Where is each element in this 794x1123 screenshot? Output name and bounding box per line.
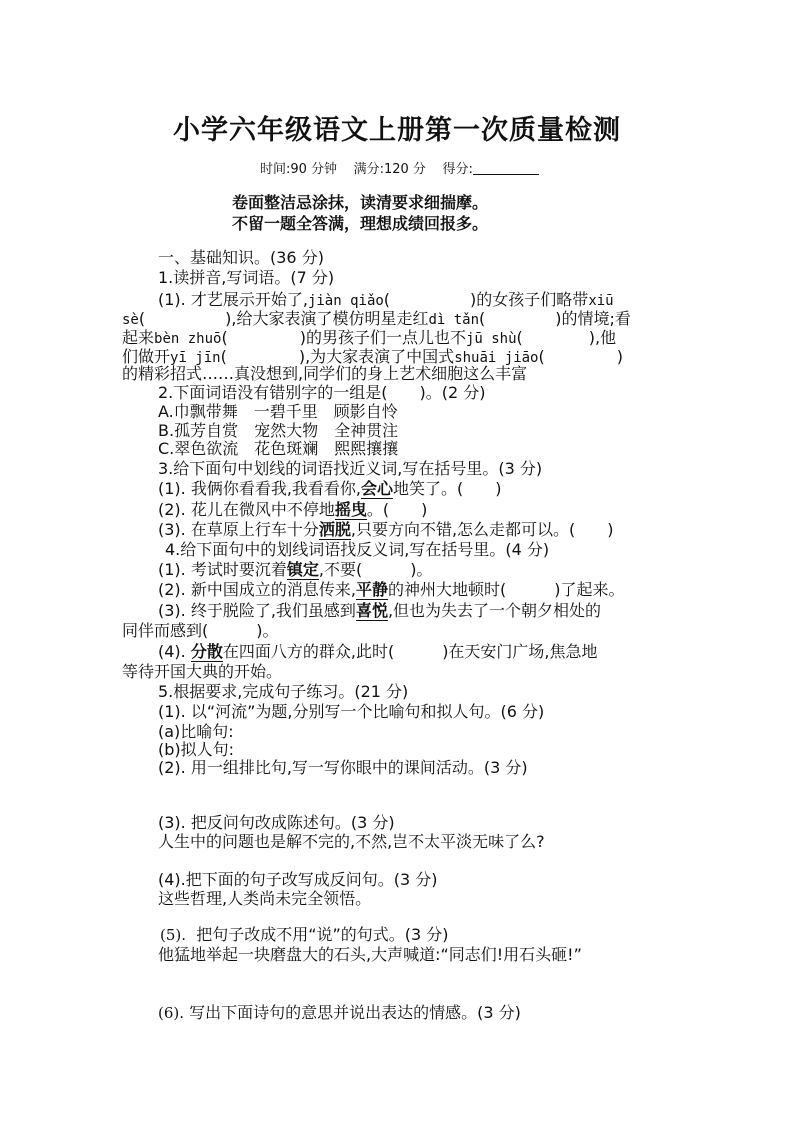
underlined-word: 会心 — [361, 479, 394, 498]
q4-text: ,不要( )。 — [318, 560, 433, 579]
pinyin: xiū — [588, 293, 614, 309]
underlined-word: 喜悦 — [355, 601, 388, 620]
q5-part-4-sentence: 这些哲理,人类尚未完全领悟。 — [158, 889, 372, 908]
q1-text: (1). 才艺展示开始了, — [158, 290, 308, 309]
q1-line-4: 们做开yī jīn( ),为大家表演了中国式shuāi jiāo( ) — [122, 347, 623, 366]
score-blank[interactable] — [473, 162, 539, 175]
q3-text: ,只要方向不错,怎么走都可以。( ) — [350, 520, 614, 539]
q4-text: (4). — [158, 642, 191, 661]
q5-part-5-text: 把句子改成不用“说”的句式。(3 分) — [196, 925, 449, 944]
pinyin: jū shù — [465, 331, 517, 347]
q5-part-5-number: (5). — [160, 926, 187, 944]
q3-text: (2). 花儿在微风中不停地 — [158, 500, 335, 519]
motto-line-2: 不留一题全答满，理想成绩回报多。 — [232, 214, 489, 233]
pinyin: jiàn qiǎo — [307, 293, 384, 309]
q2-option-a: A.巾飘带舞 一碧千里 顾影自怜 — [158, 402, 398, 421]
q5-part-1a: (a)比喻句: — [158, 722, 234, 741]
q5-part-1: (1). 以“河流”为题,分别写一个比喻句和拟人句。(6 分) — [158, 702, 545, 721]
q1-text: ,为大家表演了中国式 — [305, 347, 455, 366]
q4-text: (3). 终于脱险了,我们虽感到 — [158, 601, 356, 620]
underlined-word: 镇定 — [286, 560, 319, 579]
time-limit: 时间:90 分钟 — [260, 162, 338, 177]
q1-line-1: (1). 才艺展示开始了,jiàn qiǎo( )的女孩子们略带xiū — [158, 290, 614, 309]
q3-text: (3). 在草原上行车十分 — [158, 520, 319, 539]
q3-text: 地笑了。( ) — [393, 479, 502, 498]
page-title: 小学六年级语文上册第一次质量检测 — [173, 115, 621, 146]
q5-part-1b: (b)拟人句: — [158, 740, 235, 759]
q1-text: 起来 — [122, 328, 155, 347]
pinyin: shuāi jiāo — [454, 350, 539, 366]
q4-item-3-cont: 同伴而感到( )。 — [122, 621, 279, 640]
q4-stem: 4.给下面句中的划线词语找反义词,写在括号里。(4 分) — [165, 540, 550, 559]
q3-stem: 3.给下面句中划线的词语找近义词,写在括号里。(3 分) — [158, 459, 543, 478]
underlined-word: 平静 — [355, 580, 388, 599]
motto-line-1: 卷面整洁忌涂抹，读清要求细揣摩。 — [232, 193, 489, 212]
exam-info — [260, 158, 539, 177]
q4-text: 在四面八方的群众,此时( )在天安门广场,焦急地 — [222, 642, 598, 661]
q5-part-5-sentence: 他猛地举起一块磨盘大的石头,大声喊道:“同志们!用石头砸!” — [158, 945, 582, 964]
q3-text: 。( ) — [366, 500, 428, 519]
pinyin: sè — [122, 312, 139, 328]
q4-text: (1). 考试时要沉着 — [158, 560, 287, 579]
q5-part-3: (3). 把反问句改成陈述句。(3 分) — [158, 813, 395, 832]
q4-text: (2). 新中国成立的消息传来, — [158, 580, 356, 599]
q1-stem: 1.读拼音,写词语。(7 分) — [158, 268, 335, 287]
q2-option-c: C.翠色欲流 花色斑斓 熙熙攘攘 — [158, 439, 399, 458]
q4-item-4-cont: 等待开国大典的开始。 — [122, 662, 283, 681]
q1-line-5: 的精彩招式……真没想到,同学们的身上艺术细胞这么丰富 — [122, 364, 528, 383]
q3-item-1 — [158, 476, 502, 499]
underlined-word: 分散 — [190, 642, 223, 661]
q2-option-b: B.孤芳自赏 宠然大物 全神贯注 — [158, 421, 399, 440]
underlined-word: 洒脱 — [318, 520, 351, 539]
q1-text: 的男孩子们一点儿也不 — [305, 328, 466, 347]
q5-part-4: (4).把下面的句子改写成反问句。(3 分) — [158, 870, 438, 889]
q1-text: 的女孩子们略带 — [476, 290, 589, 309]
underlined-word: 摇曳 — [334, 500, 367, 519]
q1-text: 的情境;看 — [561, 309, 631, 328]
q1-text: ,他 — [595, 328, 617, 347]
section-heading: 一、基础知识。(36 分) — [158, 248, 324, 267]
q3-text: (1). 我俩你看看我,我看看你, — [158, 479, 362, 498]
q5-part-6 — [158, 1000, 521, 1023]
score-label: 得分: — [442, 162, 473, 177]
q5-part-6-number: (6). — [158, 1004, 185, 1022]
q1-text: ) — [616, 347, 623, 366]
q5-part-6-text: 写出下面诗句的意思并说出表达的情感。(3 分) — [189, 1003, 521, 1022]
q1-text: ,给大家表演了模仿明星走红 — [231, 309, 429, 328]
q1-line-3: 起来bèn zhuō( )的男孩子们一点儿也不jū shù( ),他 — [122, 328, 617, 347]
q4-text: ,但也为失去了一个朝夕相处的 — [387, 601, 602, 620]
q2-stem: 2.下面词语没有错别字的一组是( )。(2 分) — [158, 383, 486, 402]
q5-stem: 5.根据要求,完成句子练习。(21 分) — [158, 682, 409, 701]
full-score: 满分:120 分 — [353, 162, 426, 177]
q1-text: 们做开 — [122, 347, 171, 366]
pinyin: yī jīn — [170, 350, 221, 366]
q4-text: 的神州大地顿时( )了起来。 — [387, 580, 625, 599]
pinyin: dì tǎn — [428, 312, 480, 328]
q4-item-2 — [158, 577, 624, 600]
q5-part-2: (2). 用一组排比句,写一写你眼中的课间活动。(3 分) — [158, 758, 528, 777]
q1-line-2: sè( ),给大家表演了模仿明星走红dì tǎn( )的情境;看 — [122, 309, 631, 328]
pinyin: bèn zhuō — [154, 331, 222, 347]
q5-part-3-sentence: 人生中的问题也是解不完的,不然,岂不太平淡无味了么? — [158, 832, 545, 851]
